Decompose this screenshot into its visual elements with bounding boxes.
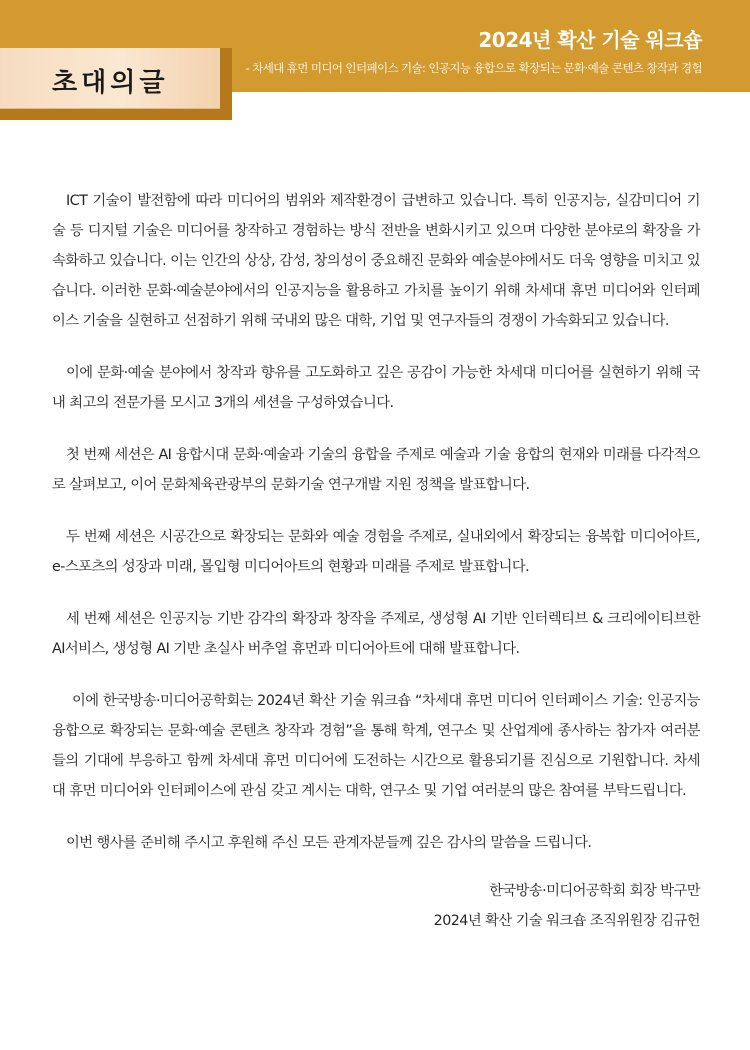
signature-president: 한국방송·미디어공학회 회장 박구만	[489, 883, 700, 899]
paragraph-3: 첫 번째 세션은 AI 융합시대 문화·예술과 기술의 융합을 주제로 예술과 기술 융합의 현재와 미래를 다각적으로 살펴보고, 이어 문화체육관광부의 문화기술 연구개발 지원 정책을 발표합니다.	[52, 447, 700, 493]
paragraph-4: 두 번째 세션은 시공간으로 확장되는 문화와 예술 경험을 주제로, 실내외에서 확장되는 융복합 미디어아트, e-스포츠의 성장과 미래, 몰입형 미디어아트의 현황과 미래를 주제로 발표합니다.	[52, 529, 700, 575]
paragraph-1: ICT 기술이 발전함에 따라 미디어의 범위와 제작환경이 급변하고 있습니다. 특히 인공지능, 실감미디어 기술 등 디지털 기술은 미디어를 창작하고 경험하는 방식 전반을 변화시키고 있으며 다양한 분야로의 확장을 가속화하고 있습니다. 이는 인간의 상상, 감성, 창의성이 중요해진 문화와 예술분야에서도 더욱 영향을 미치고 있습니다. 이러한 문화·예술분야에서의 인공지능을 활용하고 가치를 높이기 위해 차세대 휴먼 미디어와 인터페이스 기술을 실현하고 선점하기 위해 국내외 많은 대학, 기업 및 연구자들의 경쟁이 가속화되고 있습니다.	[52, 193, 700, 329]
paragraph-7: 이번 행사를 준비해 주시고 후원해 주신 모든 관계자분들께 깊은 감사의 말씀을 드립니다.	[66, 835, 592, 851]
paragraph-5: 세 번째 세션은 인공지능 기반 감각의 확장과 창작을 주제로, 생성형 AI 기반 인터렉티브 & 크리에이티브한 AI서비스, 생성형 AI 기반 초실사 버추얼 휴먼과 미디어아트에 대해 발표합니다.	[52, 611, 700, 657]
invitation-body	[52, 186, 700, 880]
workshop-title: 2024년 확산 기술 워크숍	[478, 28, 702, 52]
paragraph-2: 이에 문화·예술 분야에서 창작과 향유를 고도화하고 깊은 공감이 가능한 차세대 미디어를 실현하기 위해 국내 최고의 전문가를 모시고 3개의 세션을 구성하였습니다.	[52, 365, 700, 411]
page-title: 초대의글	[52, 68, 169, 98]
signature-block	[434, 876, 700, 936]
workshop-subtitle: - 차세대 휴먼 미디어 인터페이스 기술: 인공지능 융합으로 확장되는 문화·예술 콘텐츠 창작과 경험	[245, 61, 702, 75]
signature-chair: 2024년 확산 기술 워크숍 조직위원장 김규헌	[433, 913, 700, 929]
paragraph-6: 이에 한국방송·미디어공학회는 2024년 확산 기술 워크숍 “차세대 휴먼 미디어 인터페이스 기술: 인공지능 융합으로 확장되는 문화·예술 콘텐츠 창작과 경험”을 통해 학계, 연구소 및 산업계에 종사하는 참가자 여러분들의 기대에 부응하고 함께 차세대 휴먼 미디어에 도전하는 시간으로 활용되기를 진심으로 기원합니다. 차세대 휴먼 미디어와 인터페이스에 관심 갖고 계시는 대학, 연구소 및 기업 여러분의 많은 참여를 부탁드립니다.	[52, 693, 700, 799]
title-tab	[0, 48, 220, 109]
